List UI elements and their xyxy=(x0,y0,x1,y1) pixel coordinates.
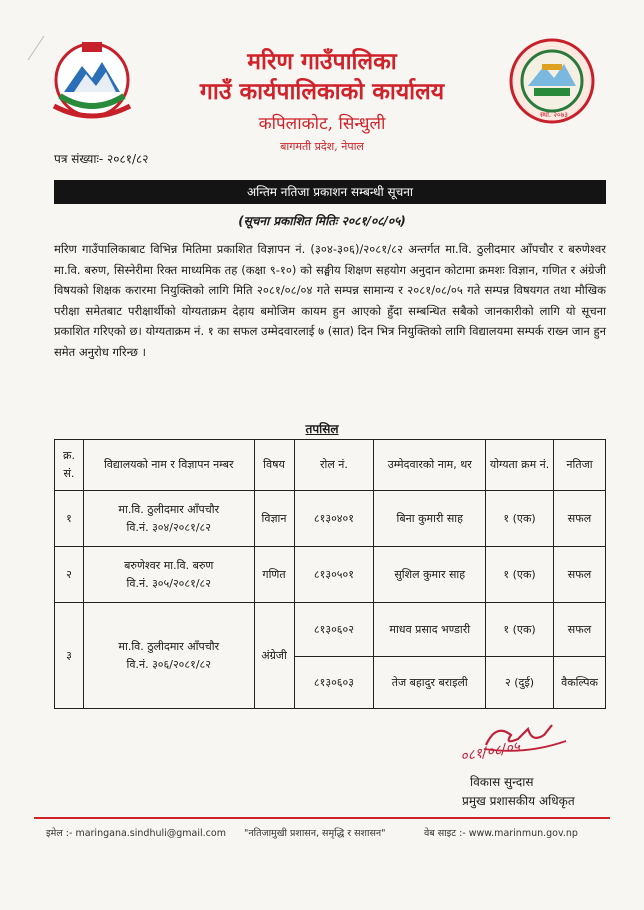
published-date: (सूचना प्रकाशित मितिः २०८१/०८/०५) xyxy=(238,214,406,228)
signatory-title: प्रमुख प्रशासकीय अधिकृत xyxy=(462,794,575,808)
footer-divider xyxy=(34,817,610,819)
cell-school xyxy=(83,547,254,603)
reference-number: पत्र संख्याः- २०८१/८२ xyxy=(54,152,149,166)
seal-year: स्था. २०७३ xyxy=(540,111,568,119)
cell-sn: ३ xyxy=(55,603,84,709)
col-header-rank: योग्यता क्रम नं. xyxy=(486,440,554,491)
results-table xyxy=(54,439,606,709)
province-country: बागमती प्रदेश, नेपाल xyxy=(280,140,364,153)
cell-rank: १ (एक) xyxy=(486,491,554,547)
col-header-school: विद्यालयको नाम र विज्ञापन नम्बर xyxy=(83,440,254,491)
col-header-subject: विषय xyxy=(254,440,294,491)
cell-rank: १ (एक) xyxy=(486,603,554,657)
ad-number: वि.नं. ३०६/२०८१/८२ xyxy=(126,657,211,671)
cell-school xyxy=(83,603,254,709)
cell-school xyxy=(83,491,254,547)
cell-name: तेज बहादुर बराइली xyxy=(374,657,486,709)
cell-subject: अंग्रेजी xyxy=(254,603,294,709)
school-name: मा.वि. ठुलीदमार आँपचौर xyxy=(118,639,220,653)
cell-result: सफल xyxy=(553,603,605,657)
cell-sn: १ xyxy=(55,491,84,547)
table-header-row xyxy=(55,440,606,491)
cell-subject: विज्ञान xyxy=(254,491,294,547)
cell-result: वैकल्पिक xyxy=(553,657,605,709)
footer-website: वेब साइट :- www.marinmun.gov.np xyxy=(424,828,578,839)
school-name: मा.वि. ठुलीदमार आँपचौर xyxy=(118,502,220,516)
col-header-result: नतिजा xyxy=(553,440,605,491)
cell-name: सुशिल कुमार साह xyxy=(374,547,486,603)
table-row xyxy=(55,603,606,657)
cell-name: बिना कुमारी साह xyxy=(374,491,486,547)
notice-body: मरिण गाउँपालिकाबाट विभिन्न मितिमा प्रकाशित विज्ञापन नं. (३०४-३०६)/२०८१/८२ अन्तर्गत मा.वि. ठुलीदमार आँपचौर र बरुणेश्वर मा.वि. बरुण, सिस्नेरीमा रिक्त माध्यमिक तह (कक्षा ९-१०) को सङ्घीय शिक्षण सहयोग अनुदान कोटामा क्रमशः विज्ञान, गणित र अंग्रेजी विषयको शिक्षक करारमा नियुक्तिको लागि मिति २०८१/०८/०४ गते सम्पन्न सामान्य र २०८१/०८/०५ गते सम्पन्न विषयगत तथा मौखिक परीक्षा समेतबाट परीक्षार्थीको योग्यताक्रम देहाय बमोजिम कायम हुन आएको हुँदा सम्बन्धित सबैको जानकारीको लागि यो सूचना प्रकाशित गरिएको छ। योग्यताक्रम नं. १ का सफल उम्मेदवारलाई ७ (सात) दिन भित्र नियुक्तिको लागि विद्यालयमा सम्पर्क राख्न जान हुन समेत अनुरोध गरिन्छ । xyxy=(54,242,606,359)
school-name: बरुणेश्वर मा.वि. बरुण xyxy=(124,558,214,572)
col-header-sn: क्र. सं. xyxy=(55,440,84,491)
office-location: कपिलाकोट, सिन्धुली xyxy=(258,114,386,134)
notice-title-banner: अन्तिम नतिजा प्रकाशन सम्बन्धी सूचना xyxy=(54,180,606,204)
cell-result: सफल xyxy=(553,547,605,603)
cell-subject: गणित xyxy=(254,547,294,603)
signature-date: ०८१/०८/०५ xyxy=(459,738,522,766)
cell-sn: २ xyxy=(55,547,84,603)
cell-rank: २ (दुई) xyxy=(486,657,554,709)
table-row xyxy=(55,491,606,547)
cell-roll: ८१३०६०३ xyxy=(294,657,374,709)
cell-rank: १ (एक) xyxy=(486,547,554,603)
signatory-name: विकास सुन्दास xyxy=(470,775,534,789)
col-header-roll: रोल नं. xyxy=(294,440,374,491)
office-name: गाउँ कार्यपालिकाको कार्यालय xyxy=(199,78,445,105)
municipality-name: मरिण गाउँपालिका xyxy=(247,48,397,75)
cell-roll: ८१३०४०१ xyxy=(294,491,374,547)
cell-name: माधव प्रसाद भण्डारी xyxy=(374,603,486,657)
col-header-name: उम्मेदवारको नाम, थर xyxy=(374,440,486,491)
table-row xyxy=(55,547,606,603)
ad-number: वि.नं. ३०५/२०८१/८२ xyxy=(126,576,211,590)
cell-roll: ८१३०६०२ xyxy=(294,603,374,657)
footer-motto: "नतिजामुखी प्रशासन, समृद्धि र सशासन" xyxy=(244,828,386,839)
ad-number: वि.नं. ३०४/२०८१/८२ xyxy=(126,520,211,534)
footer-email: इमेल :- maringana.sindhuli@gmail.com xyxy=(46,828,226,839)
cell-roll: ८१३०५०१ xyxy=(294,547,374,603)
cell-result: सफल xyxy=(553,491,605,547)
table-heading: तपसिल xyxy=(305,422,339,436)
